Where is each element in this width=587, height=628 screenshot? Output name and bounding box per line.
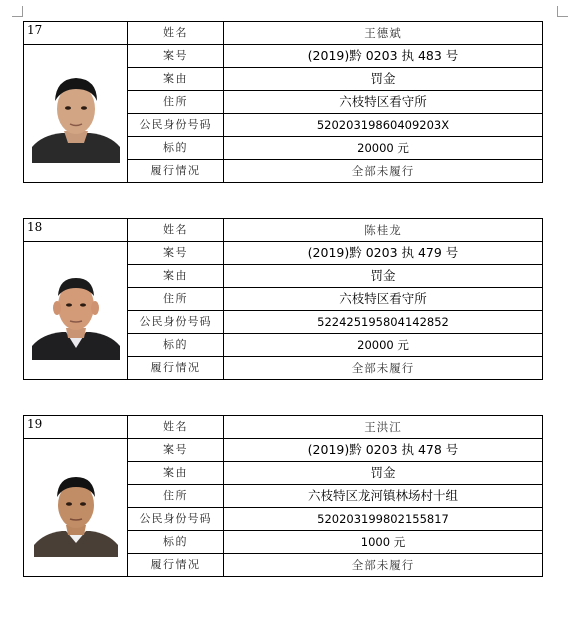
record-row-case	[24, 242, 543, 265]
value-address: 六枝特区看守所	[224, 91, 543, 114]
record-table	[23, 218, 543, 380]
value-id-no: 522425195804142852	[224, 311, 543, 334]
value-name: 陈桂龙	[224, 219, 543, 242]
record-table	[23, 415, 543, 577]
value-amount: 1000 元	[224, 531, 543, 554]
value-name: 王德斌	[224, 22, 543, 45]
record-row-name	[24, 416, 543, 439]
person-portrait	[32, 71, 120, 163]
label-address: 住所	[128, 485, 224, 508]
person-portrait	[32, 465, 120, 557]
photo-cell	[24, 45, 128, 183]
value-id-no: 52020319860409203X	[224, 114, 543, 137]
label-case-no: 案号	[128, 439, 224, 462]
label-address: 住所	[128, 288, 224, 311]
label-id-no: 公民身份号码	[128, 508, 224, 531]
photo-cell	[24, 439, 128, 577]
value-status: 全部未履行	[224, 160, 543, 183]
record-card	[23, 21, 543, 183]
label-case-no: 案号	[128, 242, 224, 265]
record-card	[23, 415, 543, 577]
record-row-name	[24, 219, 543, 242]
page-corner-mark-right	[557, 6, 568, 17]
photo-cell	[24, 242, 128, 380]
person-photo	[32, 465, 120, 557]
value-amount: 20000 元	[224, 137, 543, 160]
label-name: 姓名	[128, 416, 224, 439]
label-cause: 案由	[128, 265, 224, 288]
value-status: 全部未履行	[224, 357, 543, 380]
label-name: 姓名	[128, 22, 224, 45]
label-id-no: 公民身份号码	[128, 114, 224, 137]
value-cause: 罚金	[224, 68, 543, 91]
page-corner-mark-left	[12, 6, 23, 17]
record-index: 18	[24, 219, 128, 242]
label-amount: 标的	[128, 531, 224, 554]
record-index: 19	[24, 416, 128, 439]
value-cause: 罚金	[224, 265, 543, 288]
record-index: 17	[24, 22, 128, 45]
value-address: 六枝特区看守所	[224, 288, 543, 311]
record-row-case	[24, 439, 543, 462]
value-address: 六枝特区龙河镇林场村十组	[224, 485, 543, 508]
record-row-name	[24, 22, 543, 45]
label-name: 姓名	[128, 219, 224, 242]
label-case-no: 案号	[128, 45, 224, 68]
value-name: 王洪江	[224, 416, 543, 439]
value-case-no: (2019)黔 0203 执 483 号	[224, 45, 543, 68]
person-photo	[32, 71, 120, 163]
person-portrait	[32, 268, 120, 360]
value-cause: 罚金	[224, 462, 543, 485]
person-photo	[32, 268, 120, 360]
value-case-no: (2019)黔 0203 执 478 号	[224, 439, 543, 462]
value-id-no: 520203199802155817	[224, 508, 543, 531]
label-cause: 案由	[128, 68, 224, 91]
label-status: 履行情况	[128, 357, 224, 380]
label-address: 住所	[128, 91, 224, 114]
label-amount: 标的	[128, 334, 224, 357]
value-case-no: (2019)黔 0203 执 479 号	[224, 242, 543, 265]
label-status: 履行情况	[128, 160, 224, 183]
label-status: 履行情况	[128, 554, 224, 577]
value-status: 全部未履行	[224, 554, 543, 577]
label-amount: 标的	[128, 137, 224, 160]
record-table	[23, 21, 543, 183]
value-amount: 20000 元	[224, 334, 543, 357]
record-row-case	[24, 45, 543, 68]
label-cause: 案由	[128, 462, 224, 485]
record-card	[23, 218, 543, 380]
label-id-no: 公民身份号码	[128, 311, 224, 334]
